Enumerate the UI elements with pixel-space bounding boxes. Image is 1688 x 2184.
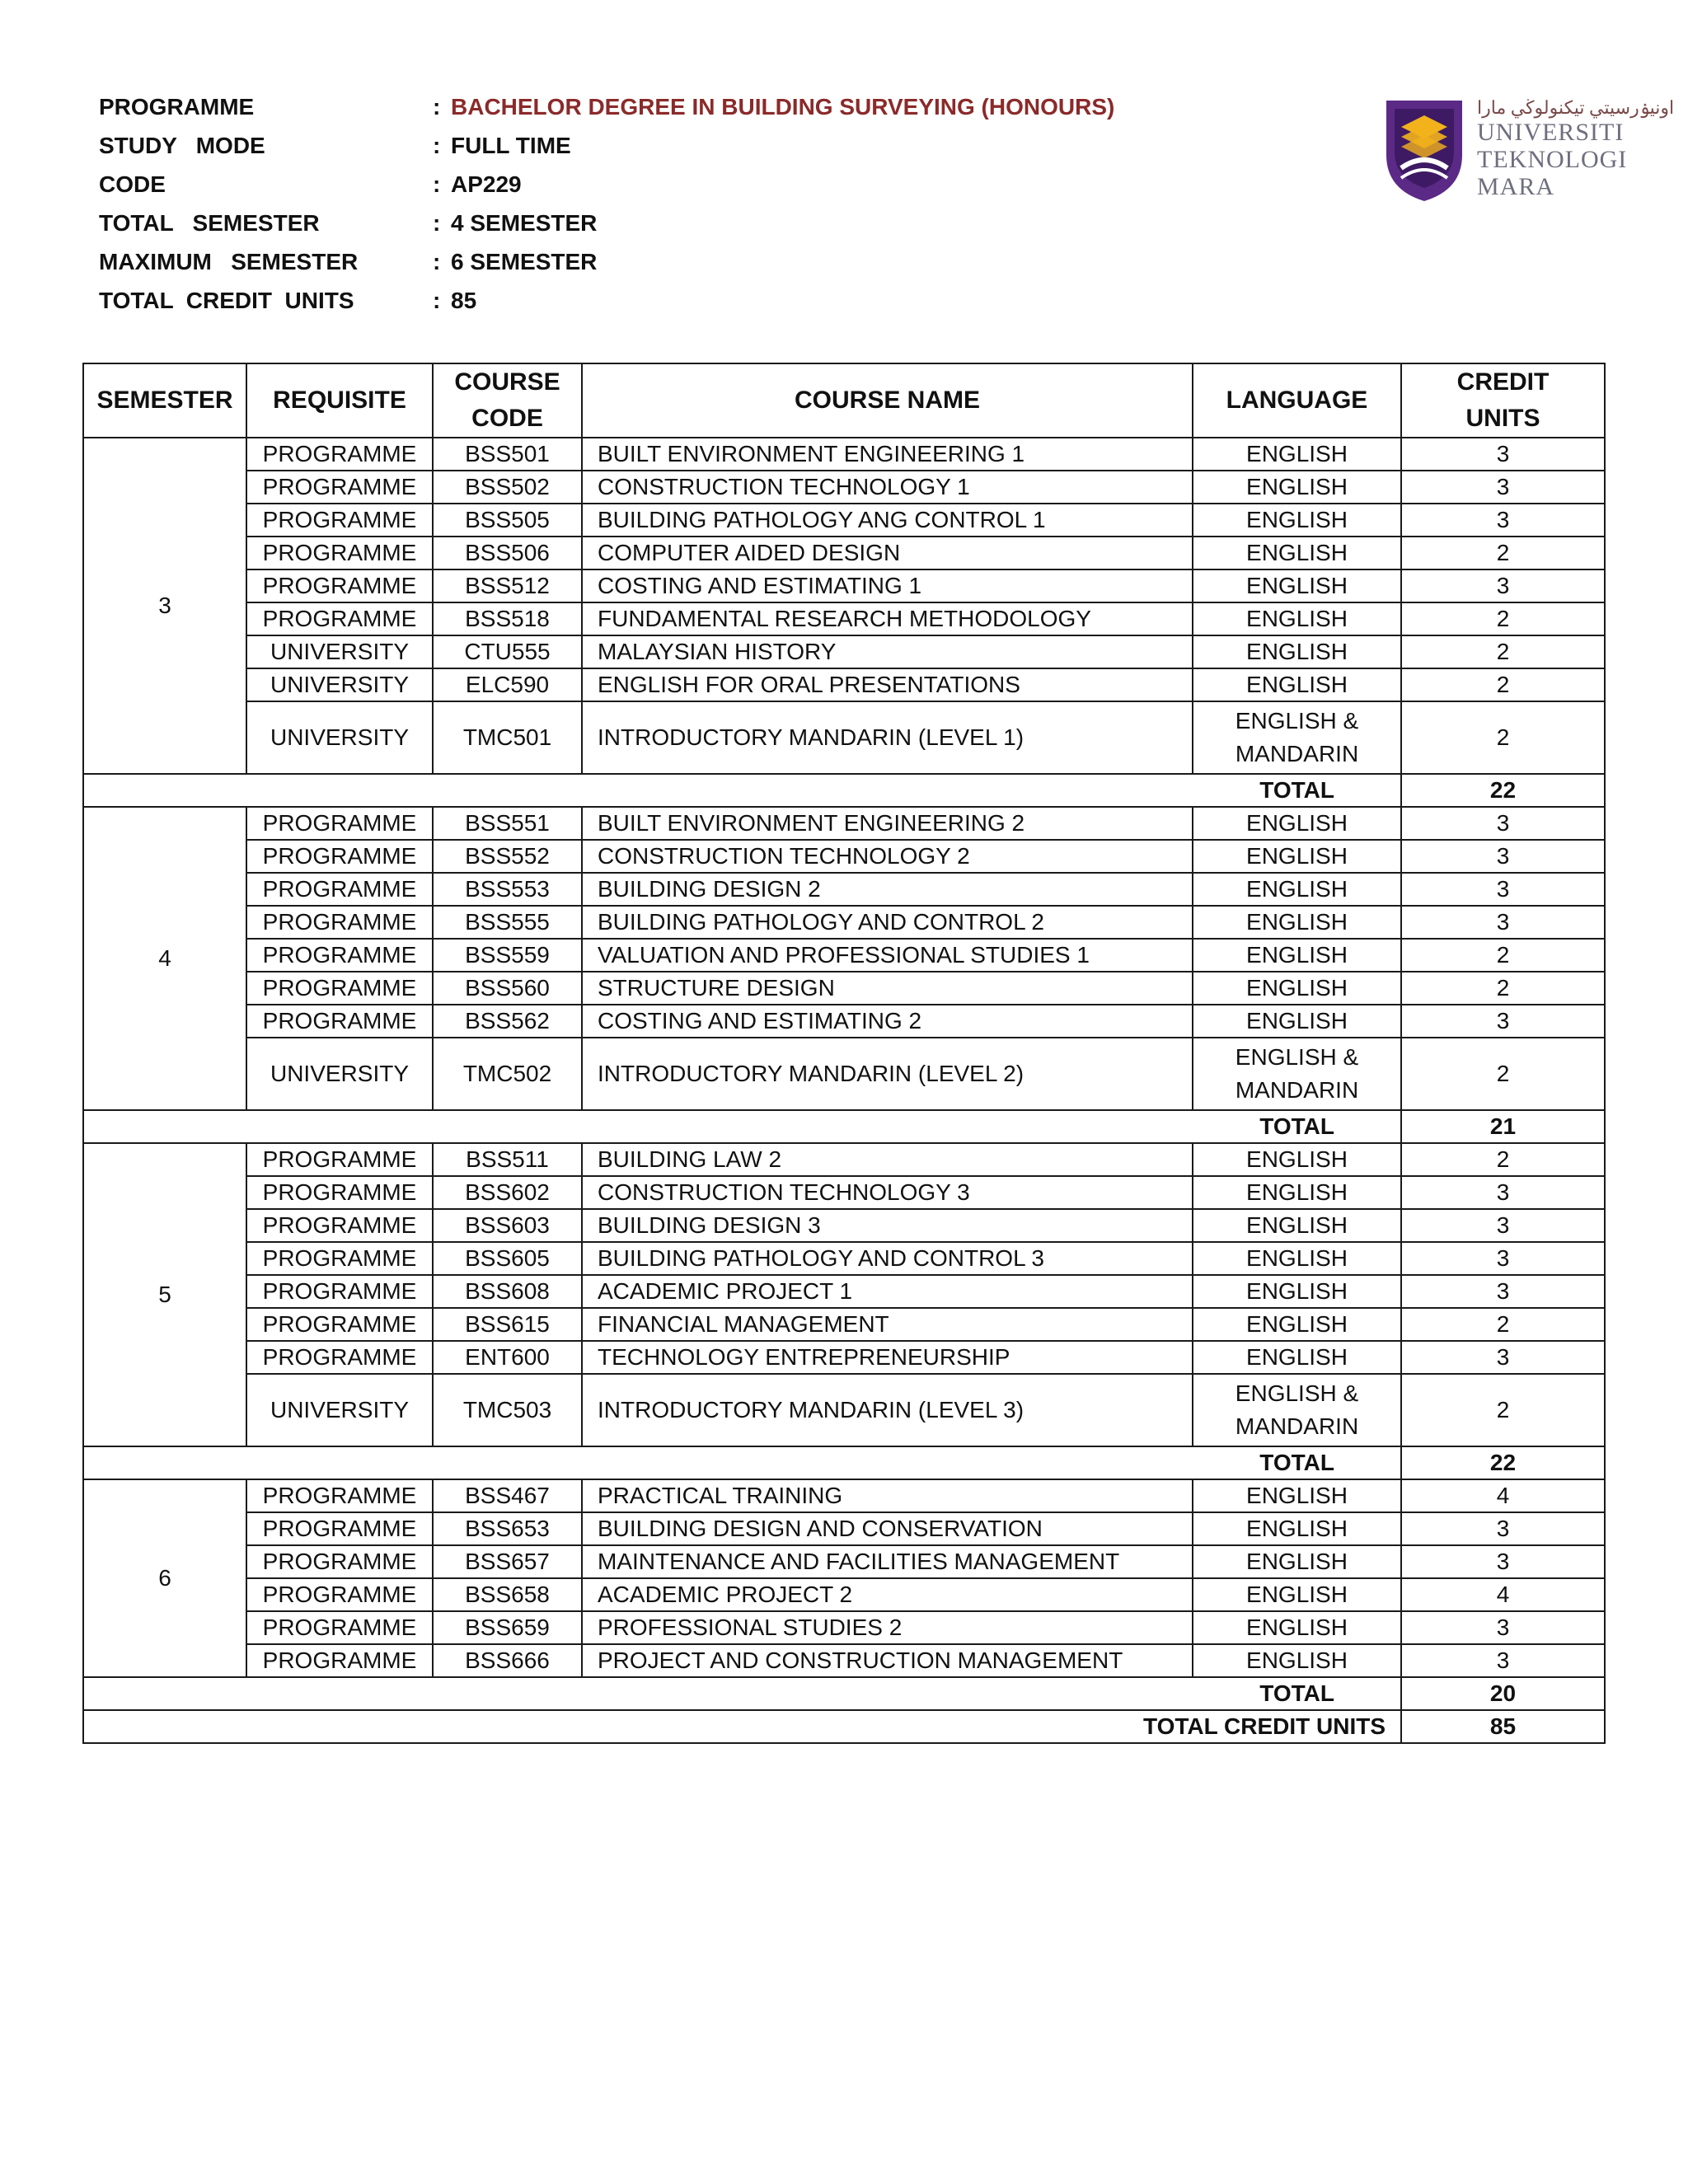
table-row — [83, 569, 1605, 602]
requisite-cell: PROGRAMME — [246, 537, 433, 569]
course-name-cell: COSTING AND ESTIMATING 2 — [582, 1005, 1193, 1038]
credit-units-cell: 3 — [1401, 471, 1605, 504]
course-name-cell: BUILDING DESIGN 3 — [582, 1209, 1193, 1242]
header-language: LANGUAGE — [1193, 363, 1401, 438]
course-name-cell: PRACTICAL TRAINING — [582, 1479, 1193, 1512]
course-name-cell: BUILDING PATHOLOGY AND CONTROL 2 — [582, 906, 1193, 939]
programme-info-label: PROGRAMME — [99, 93, 255, 120]
table-row — [83, 471, 1605, 504]
header-credit-line-1: CREDIT — [1456, 368, 1550, 396]
semester-total-value: 22 — [1401, 1446, 1605, 1479]
table-row — [83, 1143, 1605, 1176]
header-course-name: COURSE NAME — [582, 363, 1193, 438]
course-name-cell: BUILT ENVIRONMENT ENGINEERING 1 — [582, 438, 1193, 471]
course-name-cell: COMPUTER AIDED DESIGN — [582, 537, 1193, 569]
credit-units-cell: 3 — [1401, 807, 1605, 840]
course-name-cell: FUNDAMENTAL RESEARCH METHODOLOGY — [582, 602, 1193, 635]
language-cell: ENGLISH — [1193, 873, 1401, 906]
credit-units-cell: 3 — [1401, 504, 1605, 537]
language-cell: ENGLISH — [1193, 840, 1401, 873]
credit-units-cell: 3 — [1401, 438, 1605, 471]
language-cell: ENGLISH & MANDARIN — [1193, 1374, 1401, 1446]
semester-total-label: TOTAL — [83, 774, 1401, 807]
language-cell: ENGLISH & MANDARIN — [1193, 1038, 1401, 1110]
language-cell: ENGLISH — [1193, 1275, 1401, 1308]
language-cell: ENGLISH — [1193, 1242, 1401, 1275]
table-row — [83, 1512, 1605, 1545]
requisite-cell: PROGRAMME — [246, 1341, 433, 1374]
table-row — [83, 1341, 1605, 1374]
course-code-cell: BSS666 — [433, 1644, 582, 1677]
header-credit-units — [1401, 363, 1605, 438]
table-row — [83, 504, 1605, 537]
programme-info-value: AP229 — [451, 171, 522, 197]
credit-units-cell: 2 — [1401, 602, 1605, 635]
language-cell: ENGLISH & MANDARIN — [1193, 701, 1401, 774]
table-row — [83, 1644, 1605, 1677]
course-code-cell: CTU555 — [433, 635, 582, 668]
course-name-cell: BUILDING PATHOLOGY ANG CONTROL 1 — [582, 504, 1193, 537]
semester-cell: 3 — [83, 438, 246, 774]
language-cell: ENGLISH — [1193, 1611, 1401, 1644]
grand-total-value: 85 — [1401, 1710, 1605, 1743]
table-row — [83, 635, 1605, 668]
requisite-cell: PROGRAMME — [246, 1611, 433, 1644]
course-name-cell: PROJECT AND CONSTRUCTION MANAGEMENT — [582, 1644, 1193, 1677]
course-name-cell: FINANCIAL MANAGEMENT — [582, 1308, 1193, 1341]
programme-info-value: FULL TIME — [451, 132, 571, 158]
table-row — [83, 1611, 1605, 1644]
language-cell: ENGLISH — [1193, 635, 1401, 668]
semester-cell: 5 — [83, 1143, 246, 1446]
course-code-cell: BSS605 — [433, 1242, 582, 1275]
language-cell: ENGLISH — [1193, 1209, 1401, 1242]
requisite-cell: PROGRAMME — [246, 1512, 433, 1545]
programme-info-row — [99, 242, 1114, 281]
course-code-cell: BSS501 — [433, 438, 582, 471]
course-name-cell: MALAYSIAN HISTORY — [582, 635, 1193, 668]
programme-info-row — [99, 165, 1114, 204]
language-cell: ENGLISH — [1193, 537, 1401, 569]
programme-info-row — [99, 87, 1114, 126]
credit-units-cell: 3 — [1401, 1512, 1605, 1545]
course-structure-table — [82, 363, 1606, 1744]
semester-total-row — [83, 1677, 1605, 1710]
credit-units-cell: 3 — [1401, 1545, 1605, 1578]
table-row — [83, 438, 1605, 471]
programme-info-label: TOTAL CREDIT UNITS — [99, 287, 354, 313]
table-row — [83, 1038, 1605, 1110]
language-cell: ENGLISH — [1193, 438, 1401, 471]
language-cell: ENGLISH — [1193, 1308, 1401, 1341]
programme-info — [99, 87, 1114, 320]
course-code-cell: BSS555 — [433, 906, 582, 939]
semester-cell: 6 — [83, 1479, 246, 1677]
requisite-cell: PROGRAMME — [246, 1578, 433, 1611]
course-code-cell: BSS502 — [433, 471, 582, 504]
table-row — [83, 701, 1605, 774]
semester-total-label: TOTAL — [83, 1677, 1401, 1710]
requisite-cell: PROGRAMME — [246, 1644, 433, 1677]
table-row — [83, 1545, 1605, 1578]
requisite-cell: PROGRAMME — [246, 873, 433, 906]
course-code-cell: BSS512 — [433, 569, 582, 602]
requisite-cell: PROGRAMME — [246, 840, 433, 873]
course-code-cell: BSS559 — [433, 939, 582, 972]
language-cell: ENGLISH — [1193, 504, 1401, 537]
course-code-cell: TMC502 — [433, 1038, 582, 1110]
requisite-cell: UNIVERSITY — [246, 1374, 433, 1446]
table-row — [83, 873, 1605, 906]
table-row — [83, 939, 1605, 972]
course-name-cell: ACADEMIC PROJECT 2 — [582, 1578, 1193, 1611]
credit-units-cell: 2 — [1401, 701, 1605, 774]
requisite-cell: PROGRAMME — [246, 438, 433, 471]
programme-info-row — [99, 126, 1114, 165]
table-row — [83, 807, 1605, 840]
course-name-cell: BUILDING DESIGN AND CONSERVATION — [582, 1512, 1193, 1545]
course-code-cell: BSS608 — [433, 1275, 582, 1308]
semester-cell: 4 — [83, 807, 246, 1110]
requisite-cell: PROGRAMME — [246, 1545, 433, 1578]
table-row — [83, 1275, 1605, 1308]
table-row — [83, 1479, 1605, 1512]
programme-info-separator: : — [433, 209, 441, 236]
course-name-cell: INTRODUCTORY MANDARIN (LEVEL 1) — [582, 701, 1193, 774]
credit-units-cell: 3 — [1401, 569, 1605, 602]
programme-info-value: 85 — [451, 287, 477, 313]
requisite-cell: PROGRAMME — [246, 602, 433, 635]
credit-units-cell: 2 — [1401, 1038, 1605, 1110]
language-cell: ENGLISH — [1193, 1005, 1401, 1038]
programme-info-separator: : — [433, 287, 441, 313]
grand-total-label: TOTAL CREDIT UNITS — [83, 1710, 1401, 1743]
programme-info-label: STUDY MODE — [99, 132, 265, 158]
header-course-code-line-1: COURSE — [454, 368, 560, 396]
logo-line-3: MARA — [1477, 173, 1555, 200]
credit-units-cell: 2 — [1401, 1374, 1605, 1446]
table-row — [83, 972, 1605, 1005]
credit-units-cell: 3 — [1401, 1611, 1605, 1644]
course-code-cell: BSS551 — [433, 807, 582, 840]
semester-total-value: 22 — [1401, 774, 1605, 807]
requisite-cell: PROGRAMME — [246, 471, 433, 504]
requisite-cell: PROGRAMME — [246, 1242, 433, 1275]
language-cell: ENGLISH — [1193, 668, 1401, 701]
course-code-cell: BSS553 — [433, 873, 582, 906]
course-name-cell: INTRODUCTORY MANDARIN (LEVEL 3) — [582, 1374, 1193, 1446]
table-row — [83, 602, 1605, 635]
course-name-cell: VALUATION AND PROFESSIONAL STUDIES 1 — [582, 939, 1193, 972]
language-cell: ENGLISH — [1193, 1341, 1401, 1374]
requisite-cell: PROGRAMME — [246, 569, 433, 602]
programme-info-label: CODE — [99, 171, 166, 197]
credit-units-cell: 3 — [1401, 1242, 1605, 1275]
credit-units-cell: 3 — [1401, 1341, 1605, 1374]
requisite-cell: PROGRAMME — [246, 1275, 433, 1308]
language-cell: ENGLISH — [1193, 1512, 1401, 1545]
semester-total-row — [83, 1110, 1605, 1143]
requisite-cell: UNIVERSITY — [246, 701, 433, 774]
requisite-cell: UNIVERSITY — [246, 1038, 433, 1110]
language-cell: ENGLISH — [1193, 471, 1401, 504]
course-name-cell: CONSTRUCTION TECHNOLOGY 2 — [582, 840, 1193, 873]
language-cell: ENGLISH — [1193, 939, 1401, 972]
semester-total-label: TOTAL — [83, 1110, 1401, 1143]
credit-units-cell: 4 — [1401, 1479, 1605, 1512]
header-semester: SEMESTER — [83, 363, 246, 438]
requisite-cell: PROGRAMME — [246, 1209, 433, 1242]
table-row — [83, 1242, 1605, 1275]
semester-total-value: 21 — [1401, 1110, 1605, 1143]
course-name-cell: BUILT ENVIRONMENT ENGINEERING 2 — [582, 807, 1193, 840]
course-code-cell: BSS511 — [433, 1143, 582, 1176]
credit-units-cell: 3 — [1401, 1209, 1605, 1242]
course-name-cell: CONSTRUCTION TECHNOLOGY 1 — [582, 471, 1193, 504]
course-code-cell: BSS659 — [433, 1611, 582, 1644]
language-cell: ENGLISH — [1193, 1143, 1401, 1176]
logo-line-1: UNIVERSITI — [1477, 119, 1625, 146]
table-row — [83, 840, 1605, 873]
table-row — [83, 1176, 1605, 1209]
header-credit-line-2: UNITS — [1465, 405, 1540, 432]
programme-info-separator: : — [433, 132, 441, 158]
header-requisite: REQUISITE — [246, 363, 433, 438]
requisite-cell: PROGRAMME — [246, 1176, 433, 1209]
table-row — [83, 1005, 1605, 1038]
requisite-cell: PROGRAMME — [246, 1308, 433, 1341]
course-code-cell: TMC503 — [433, 1374, 582, 1446]
programme-info-separator: : — [433, 248, 441, 274]
credit-units-cell: 2 — [1401, 1143, 1605, 1176]
credit-units-cell: 3 — [1401, 873, 1605, 906]
language-cell: ENGLISH — [1193, 1479, 1401, 1512]
semester-total-row — [83, 774, 1605, 807]
course-code-cell: BSS615 — [433, 1308, 582, 1341]
requisite-cell: PROGRAMME — [246, 1479, 433, 1512]
header-course-code — [433, 363, 582, 438]
grand-total-row — [83, 1710, 1605, 1743]
requisite-cell: UNIVERSITY — [246, 668, 433, 701]
course-name-cell: MAINTENANCE AND FACILITIES MANAGEMENT — [582, 1545, 1193, 1578]
course-code-cell: BSS518 — [433, 602, 582, 635]
course-name-cell: TECHNOLOGY ENTREPRENEURSHIP — [582, 1341, 1193, 1374]
programme-info-value: 4 SEMESTER — [451, 209, 598, 236]
credit-units-cell: 3 — [1401, 840, 1605, 873]
course-name-cell: STRUCTURE DESIGN — [582, 972, 1193, 1005]
course-code-cell: TMC501 — [433, 701, 582, 774]
programme-info-label: MAXIMUM SEMESTER — [99, 248, 359, 274]
language-cell: ENGLISH — [1193, 1176, 1401, 1209]
course-name-cell: PROFESSIONAL STUDIES 2 — [582, 1611, 1193, 1644]
requisite-cell: PROGRAMME — [246, 972, 433, 1005]
requisite-cell: PROGRAMME — [246, 504, 433, 537]
language-cell: ENGLISH — [1193, 602, 1401, 635]
table-row — [83, 1374, 1605, 1446]
language-cell: ENGLISH — [1193, 906, 1401, 939]
course-name-cell: CONSTRUCTION TECHNOLOGY 3 — [582, 1176, 1193, 1209]
requisite-cell: PROGRAMME — [246, 939, 433, 972]
programme-info-value: BACHELOR DEGREE IN BUILDING SURVEYING (HONOURS) — [451, 93, 1115, 120]
requisite-cell: UNIVERSITY — [246, 635, 433, 668]
programme-info-separator: : — [433, 93, 441, 120]
course-name-cell: BUILDING LAW 2 — [582, 1143, 1193, 1176]
course-code-cell: BSS467 — [433, 1479, 582, 1512]
credit-units-cell: 3 — [1401, 906, 1605, 939]
semester-total-label: TOTAL — [83, 1446, 1401, 1479]
semester-total-row — [83, 1446, 1605, 1479]
university-logo — [1383, 97, 1674, 204]
table-row — [83, 668, 1605, 701]
credit-units-cell: 2 — [1401, 939, 1605, 972]
course-code-cell: BSS560 — [433, 972, 582, 1005]
programme-info-value: 6 SEMESTER — [451, 248, 598, 274]
credit-units-cell: 4 — [1401, 1578, 1605, 1611]
table-row — [83, 537, 1605, 569]
course-name-cell: COSTING AND ESTIMATING 1 — [582, 569, 1193, 602]
course-code-cell: ELC590 — [433, 668, 582, 701]
header-course-code-line-2: CODE — [471, 405, 543, 432]
course-name-cell: BUILDING DESIGN 2 — [582, 873, 1193, 906]
course-code-cell: BSS552 — [433, 840, 582, 873]
credit-units-cell: 2 — [1401, 635, 1605, 668]
course-code-cell: BSS506 — [433, 537, 582, 569]
language-cell: ENGLISH — [1193, 1644, 1401, 1677]
language-cell: ENGLISH — [1193, 1545, 1401, 1578]
requisite-cell: PROGRAMME — [246, 1005, 433, 1038]
programme-info-row — [99, 204, 1114, 242]
course-name-cell: ACADEMIC PROJECT 1 — [582, 1275, 1193, 1308]
logo-jawi-text: اونيۏرسيتي تيكنولوڬي مارا — [1477, 97, 1675, 118]
language-cell: ENGLISH — [1193, 972, 1401, 1005]
credit-units-cell: 2 — [1401, 668, 1605, 701]
course-name-cell: BUILDING PATHOLOGY AND CONTROL 3 — [582, 1242, 1193, 1275]
credit-units-cell: 2 — [1401, 537, 1605, 569]
language-cell: ENGLISH — [1193, 1578, 1401, 1611]
course-code-cell: BSS657 — [433, 1545, 582, 1578]
table-body — [83, 438, 1605, 1743]
course-name-cell: INTRODUCTORY MANDARIN (LEVEL 2) — [582, 1038, 1193, 1110]
language-cell: ENGLISH — [1193, 807, 1401, 840]
course-code-cell: BSS653 — [433, 1512, 582, 1545]
programme-info-label: TOTAL SEMESTER — [99, 209, 320, 236]
requisite-cell: PROGRAMME — [246, 807, 433, 840]
programme-info-separator: : — [433, 171, 441, 197]
course-code-cell: BSS658 — [433, 1578, 582, 1611]
programme-info-row — [99, 281, 1114, 320]
table-row — [83, 1209, 1605, 1242]
semester-total-value: 20 — [1401, 1677, 1605, 1710]
course-code-cell: ENT600 — [433, 1341, 582, 1374]
uitm-crest-icon — [1383, 97, 1465, 204]
table-row — [83, 906, 1605, 939]
logo-line-2: TEKNOLOGI — [1477, 146, 1628, 173]
course-code-cell: BSS603 — [433, 1209, 582, 1242]
credit-units-cell: 2 — [1401, 1308, 1605, 1341]
credit-units-cell: 2 — [1401, 972, 1605, 1005]
credit-units-cell: 3 — [1401, 1644, 1605, 1677]
course-code-cell: BSS602 — [433, 1176, 582, 1209]
requisite-cell: PROGRAMME — [246, 906, 433, 939]
course-code-cell: BSS505 — [433, 504, 582, 537]
credit-units-cell: 3 — [1401, 1275, 1605, 1308]
table-row — [83, 1578, 1605, 1611]
requisite-cell: PROGRAMME — [246, 1143, 433, 1176]
table-header-row — [83, 363, 1605, 438]
course-code-cell: BSS562 — [433, 1005, 582, 1038]
language-cell: ENGLISH — [1193, 569, 1401, 602]
table-row — [83, 1308, 1605, 1341]
course-name-cell: ENGLISH FOR ORAL PRESENTATIONS — [582, 668, 1193, 701]
credit-units-cell: 3 — [1401, 1005, 1605, 1038]
credit-units-cell: 3 — [1401, 1176, 1605, 1209]
